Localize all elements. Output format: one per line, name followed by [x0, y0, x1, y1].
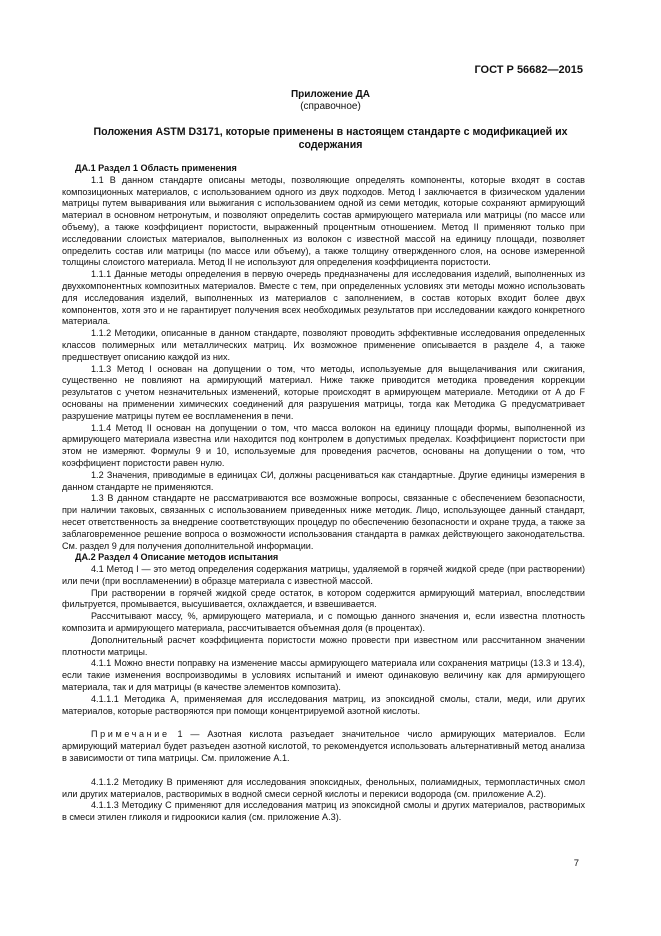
note-1 — [62, 729, 585, 764]
paragraph-calculation: Рассчитывают массу, %, армирующего материала, и с помощью данного значения и, если известна плотность композита и армирующего материала, рассчитывается объемная доля (в процентах). — [62, 611, 585, 634]
paragraph-1-1-2: 1.1.2 Методики, описанные в данном стандарте, позволяют проводить эффективные исследования определенных классов полимерных или металлических матриц. Их возможное применение описывается в разделе 4, а также предшествует описанию каждой из них. — [62, 328, 585, 362]
paragraph-porosity: Дополнительный расчет коэффициента пористости можно провести при известном или рассчитанном значении плотности матрицы. — [62, 634, 585, 657]
paragraph-1-1-1: 1.1.1 Данные методы определения в первую очередь предназначены для исследования изделий, выполненных из двухкомпонентных композитных материалов. Вместе с тем, при определенных условиях эти методы можно использовать для исследования изделий, выполненных из материалов с заполнением, в состав которых входит более двух компонентов, хотя это и не гарантирует получения всех необходимых результатов при исследовании каждого конкретного материала. — [62, 269, 585, 327]
paragraph-1-2: 1.2 Значения, приводимые в единицах СИ, должны расцениваться как стандартные. Другие единицы измерения в данном стандарте не применяются. — [62, 469, 585, 492]
annex-heading — [0, 89, 661, 113]
paragraph-4-1-1-3: 4.1.1.3 Методику C применяют для исследования матриц из эпоксидной смолы и других материалов, растворимых в смеси этилен гликоля и гидроокиси калия (см. приложение А.3). — [62, 800, 585, 823]
document-body — [62, 163, 585, 824]
page-number: 7 — [573, 858, 579, 869]
annex-subtitle: (справочное) — [300, 101, 361, 112]
paragraph-1-1-4: 1.1.4 Метод II основан на допущении о том, что масса волокон на единицу площади формы, выполненной из армирующего материала известна или находится под контролем в допустимых пределах. Коэффициент пористости при этом не измеряют. Формулы 9 и 10, используемые для проведения расчетов, основаны на допущении о том, что коэффициент пористости равен нулю. — [62, 422, 585, 468]
section-heading-2: ДА.2 Раздел 4 Описание методов испытания — [75, 552, 279, 563]
paragraph-4-1-1-2: 4.1.1.2 Методику B применяют для исследования эпоксидных, фенольных, полиамидных, термопластичных смол или других материалов, растворимых в водной смеси серной кислоты и перекиси водорода (см. приложение А.2). — [62, 776, 585, 799]
document-title: Положения ASTM D3171, которые применены в настоящем стандарте с модификацией их содержания — [93, 126, 568, 151]
paragraph-dissolution: При растворении в горячей жидкой среде остаток, в котором содержится армирующий материал, впоследствии фильтруется, промывается, высушивается, охлаждается, и взвешивается. — [62, 587, 585, 610]
note-label: Примечание — [91, 729, 170, 740]
note-text: 1 — Азотная кислота разъедает значительное число армирующих материалов. Если армирующий материал будет разъеден азотной кислотой, то рекомендуется использовать альтернативный метод анализа в зависимости от типа матрицы. См. приложение А.1. — [62, 729, 585, 764]
annex-title: Приложение ДА — [290, 89, 371, 100]
section-heading-1: ДА.1 Раздел 1 Область применения — [75, 163, 237, 173]
paragraph-4-1-1: 4.1.1 Можно внести поправку на изменение массы армирующего материала или сохранения матрицы (13.3 и 13.4), если такие изменения воспроизводимы в условиях испытаний и имеют одинаковую величину как для армирующего материала, так и для матрицы (в качестве элементов композита). — [62, 658, 585, 693]
paragraph-1-3: 1.3 В данном стандарте не рассматриваются все возможные вопросы, связанные с обеспечением безопасности, при наличии таковых, связанных с использованием приведенных ниже методик. Лицо, использующее данный стандарт, несет ответственность за внедрение соответствующих процедур по обеспечению безопасности и охране труда, а также за заблаговременное решение вопроса о возможности использования стандарта в рамках действующего законодательства. См. раздел 9 для получения дополнительной информации. — [62, 493, 585, 551]
paragraph-1-1: 1.1 В данном стандарте описаны методы, позволяющие определять компоненты, которые входят в состав композиционных материалов, с использованием одного из двух подходов. Метод I заключается в физическом удалении матрицы путем вываривания или выжигания с использованием одной из семи методик, которые сохраняют армирующий материал в основном нетронутым, и позволяют определить состав армирующего материала или матрицы (по массе или объему), а также коэффициент пористости, выраженный процентным отношением. Метод II применяют только при исследовании слоистых материалов, выполненных из волокон с известной массой на единицу площади, позволяет определить состав или матрицы (по массе или объему), а также толщину отвержденного слоя, на основе измеренной толщины слоистого материала. Метод II не используют для определения коэффициента пористости. — [62, 174, 585, 268]
document-code: ГОСТ Р 56682—2015 — [474, 64, 583, 76]
paragraph-1-1-3: 1.1.3 Метод I основан на допущении о том, что методы, используемые для выщелачивания или сжигания, существенно не повлияют на армирующий материал. Ниже также приводится методика проведения коррекции результатов с учетом незначительных изменений, которые происходят в армирующем материале. Методики от A до F основаны на применении химических соединений для разрушения матрицы, тогда как Методика G предусматривает разрушение матрицы путем ее воспламенения в печи. — [62, 363, 585, 421]
paragraph-4-1: 4.1 Метод I — это метод определения содержания матрицы, удаляемой в горячей жидкой среде (при растворении) или печи (при воспламенении) в образце материала с известной массой. — [62, 564, 585, 586]
paragraph-4-1-1-1: 4.1.1.1 Методика A, применяемая для исследования матриц, из эпоксидной смолы, стали, меди, или других материалов, которые растворяются при помощи концентрируемой азотной кислоты. — [62, 693, 585, 716]
